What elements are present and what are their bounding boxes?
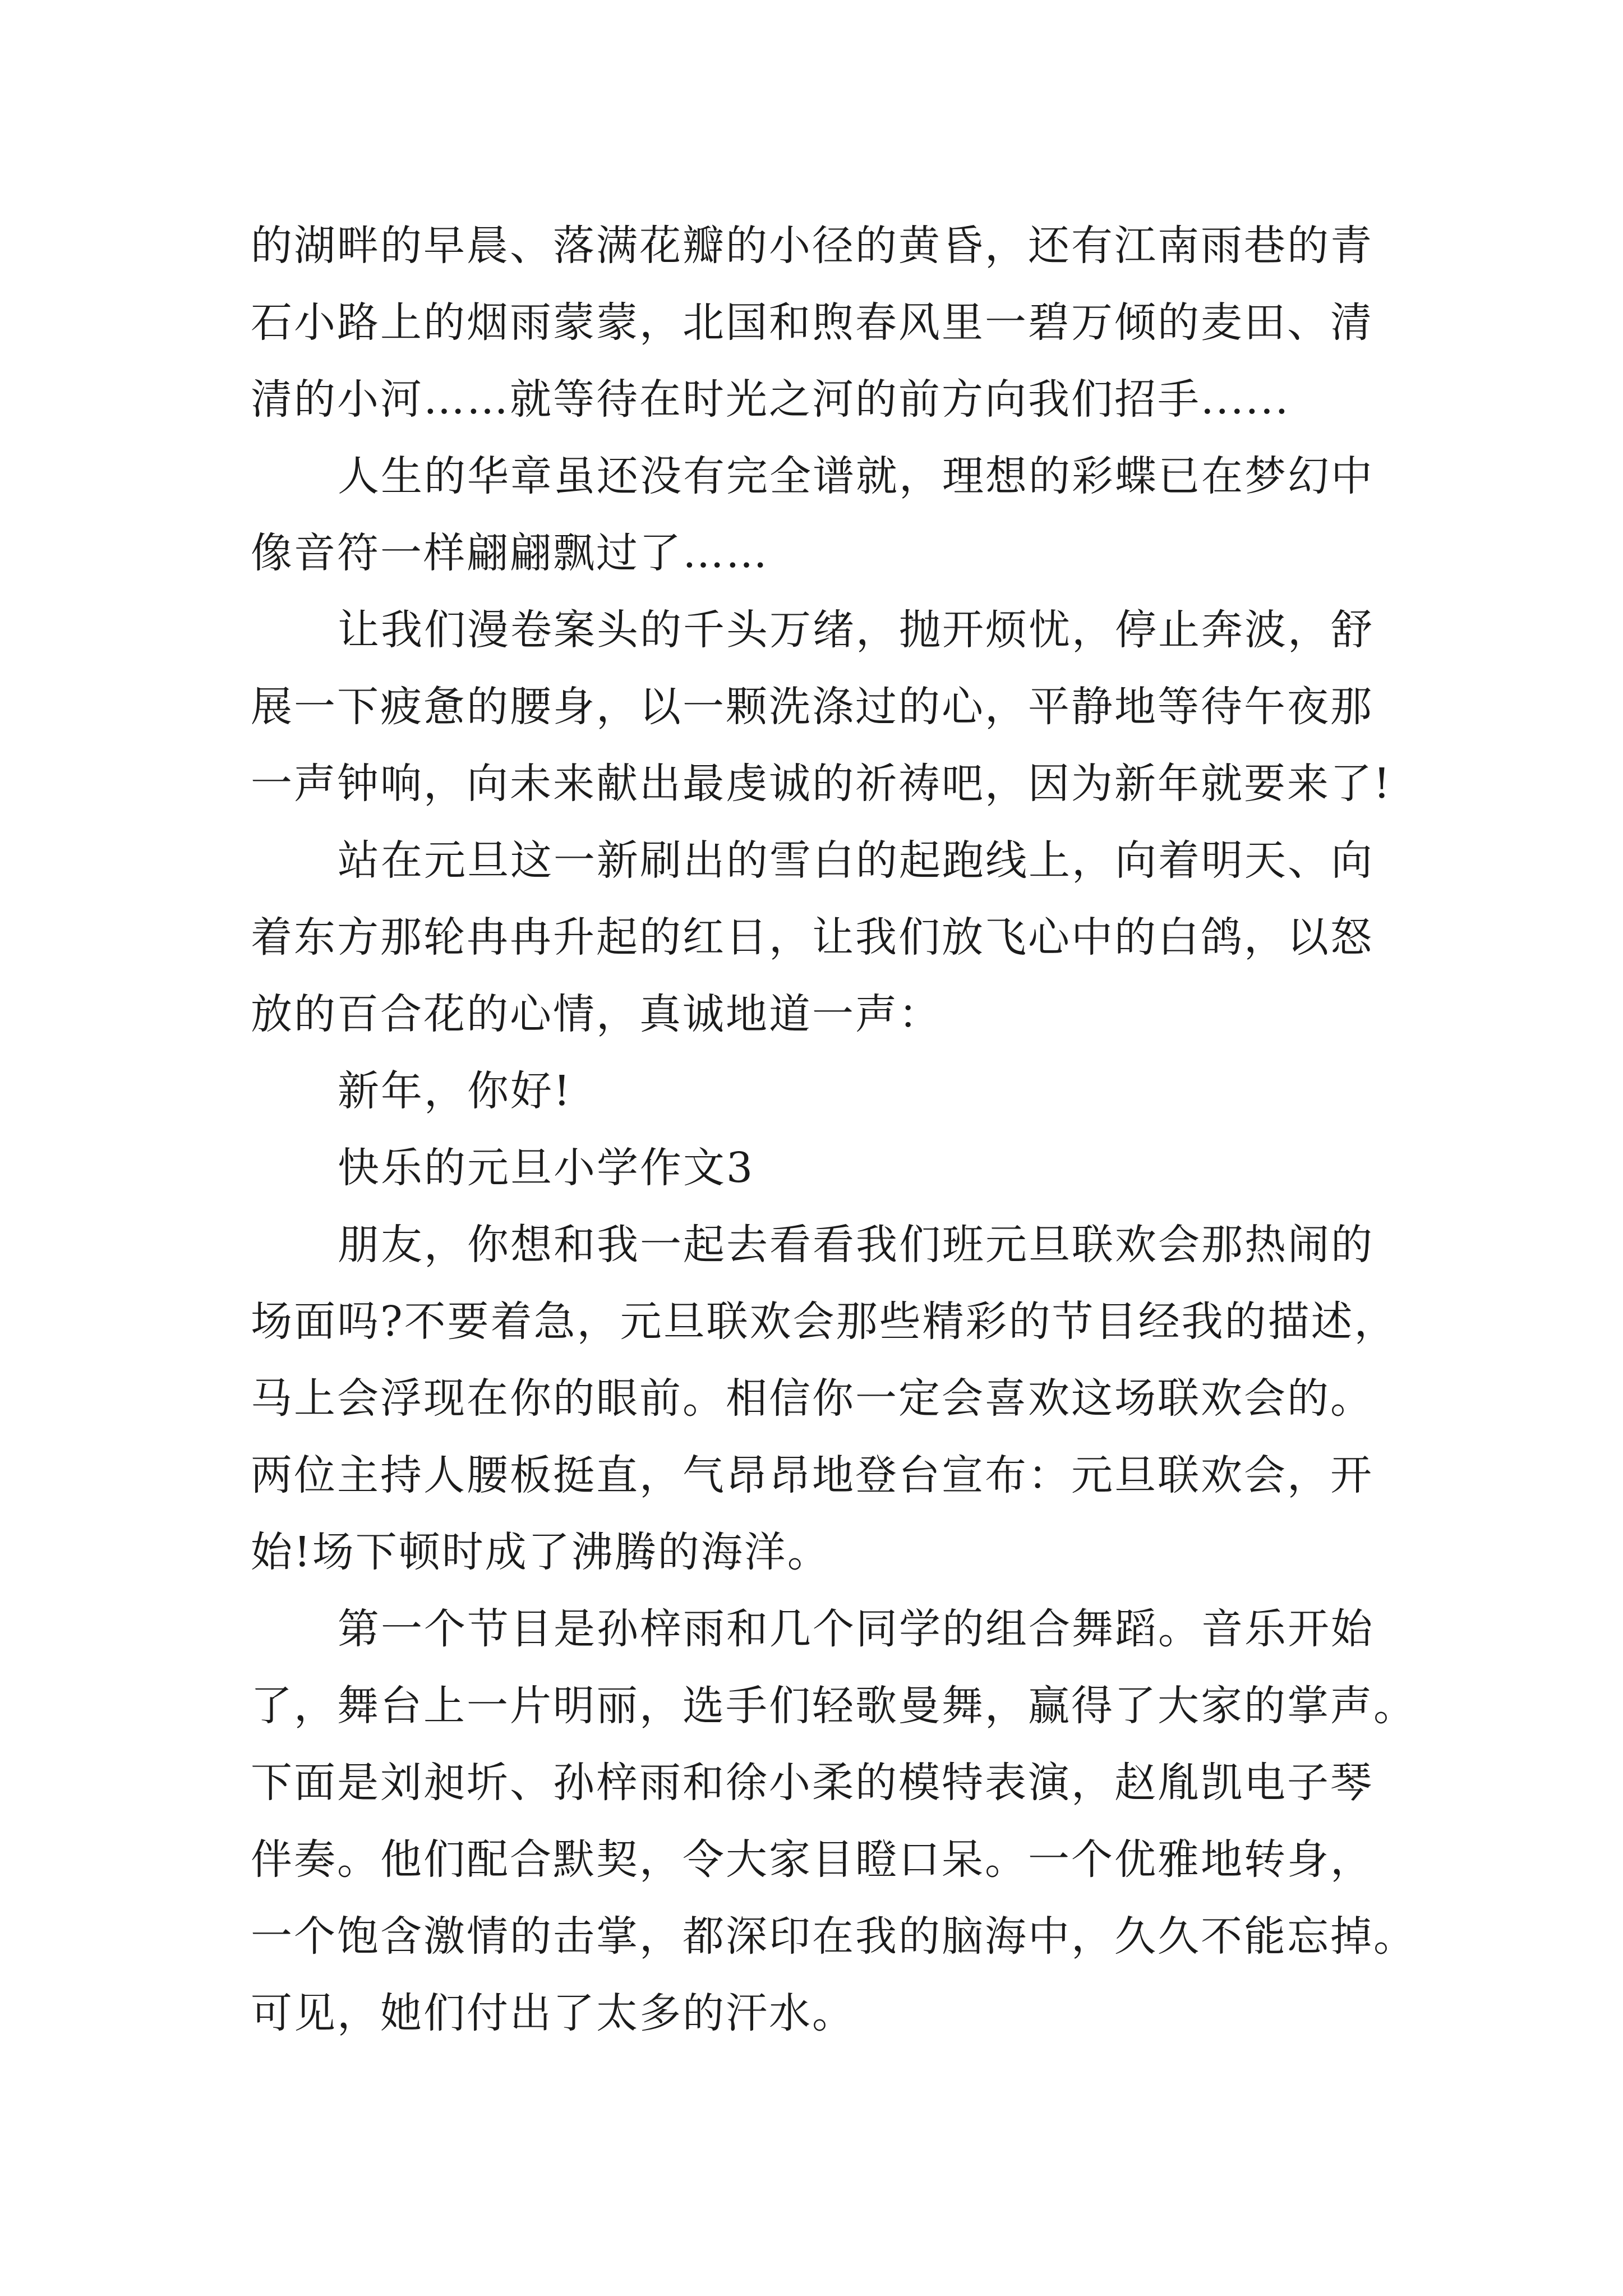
- text-line: 站在元旦这一新刷出的雪白的起跑线上，向着明天、向: [338, 836, 1374, 885]
- text-line: 石小路上的烟雨蒙蒙，北国和煦春风里一碧万倾的麦田、清: [251, 298, 1373, 347]
- paragraph: [251, 1053, 1440, 1130]
- text-line: 伴奏。他们配合默契，令大家目瞪口呆。一个优雅地转身，: [251, 1835, 1373, 1884]
- paragraph: [251, 1591, 1440, 2052]
- section-heading: [251, 1130, 1440, 1207]
- text-line: 一个饱含激情的击掌，都深印在我的脑海中，久久不能忘掉。: [251, 1912, 1417, 1961]
- text-line: 放的百合花的心情，真诚地道一声：: [251, 990, 942, 1038]
- text-line: 场面吗?不要着急，元旦联欢会那些精彩的节目经我的描述，: [251, 1297, 1398, 1346]
- paragraph: [251, 592, 1440, 822]
- paragraph: [251, 438, 1440, 592]
- text-line: 马上会浮现在你的眼前。相信你一定会喜欢这场联欢会的。: [251, 1374, 1373, 1423]
- paragraph-continued: [251, 208, 1440, 438]
- text-line: 让我们漫卷案头的千头万绪，抛开烦忧，停止奔波，舒: [338, 606, 1374, 654]
- text-line: 展一下疲惫的腰身，以一颗洗涤过的心，平静地等待午夜那: [251, 683, 1373, 731]
- text-line: 一声钟响，向未来献出最虔诚的祈祷吧，因为新年就要来了!: [251, 760, 1392, 808]
- heading-line: 快乐的元旦小学作文3: [338, 1144, 755, 1192]
- text-line: 了，舞台上一片明丽，选手们轻歌曼舞，赢得了大家的掌声。: [251, 1682, 1417, 1730]
- text-line: 第一个节目是孙梓雨和几个同学的组合舞蹈。音乐开始: [338, 1605, 1374, 1653]
- text-line: 可见，她们付出了太多的汗水。: [251, 1989, 855, 2037]
- text-line: 的湖畔的早晨、落满花瓣的小径的黄昏，还有江南雨巷的青: [251, 222, 1373, 270]
- text-line: 清的小河……就等待在时光之河的前方向我们招手......: [251, 375, 1290, 424]
- text-line: 新年，你好!: [338, 1067, 572, 1115]
- text-line: 朋友，你想和我一起去看看我们班元旦联欢会那热闹的: [338, 1221, 1374, 1269]
- paragraph: [251, 1207, 1440, 1591]
- paragraph: [251, 822, 1440, 1053]
- document-body: [251, 208, 1440, 2052]
- text-line: 着东方那轮冉冉升起的红日，让我们放飞心中的白鸽，以怒: [251, 913, 1373, 961]
- text-line: 始!场下顿时成了沸腾的海洋。: [251, 1528, 831, 1576]
- text-line: 两位主持人腰板挺直，气昂昂地登台宣布：元旦联欢会，开: [251, 1451, 1373, 1499]
- text-line: 人生的华章虽还没有完全谱就，理想的彩蝶已在梦幻中: [338, 452, 1374, 500]
- text-line: 像音符一样翩翩飘过了……: [251, 529, 769, 577]
- text-line: 下面是刘昶圻、孙梓雨和徐小柔的模特表演，赵胤凯电子琴: [251, 1759, 1373, 1807]
